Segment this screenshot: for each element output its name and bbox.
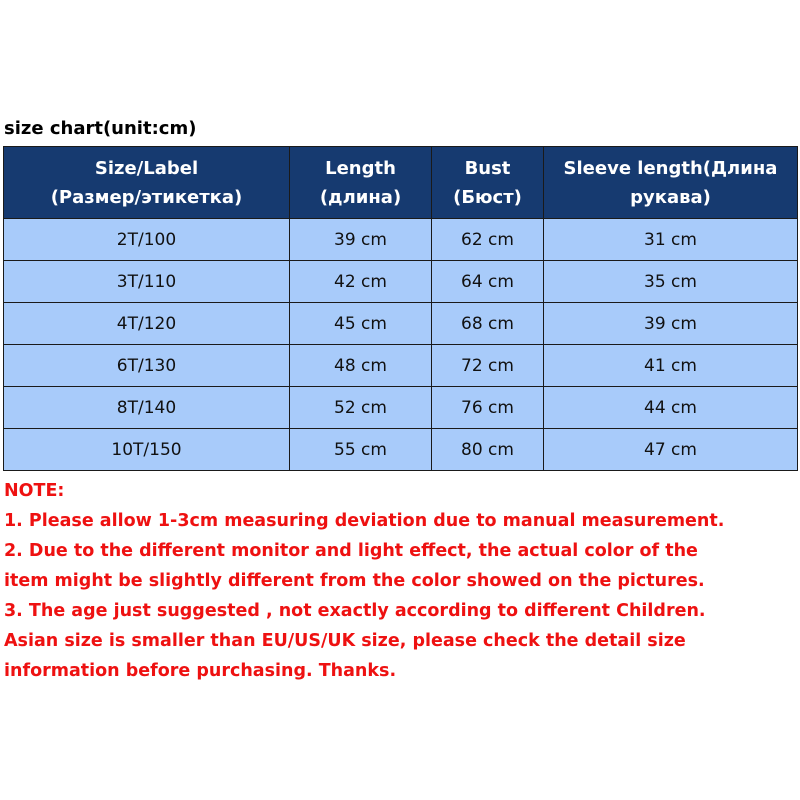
note-line: 1. Please allow 1-3cm measuring deviation due to manual measurement.	[4, 511, 725, 531]
table-cell: 52 cm	[290, 387, 432, 429]
table-cell: 44 cm	[544, 387, 798, 429]
table-cell: 45 cm	[290, 303, 432, 345]
note-line: 3. The age just suggested , not exactly according to different Children.	[4, 601, 706, 621]
table-cell: 55 cm	[290, 429, 432, 471]
table-cell: 64 cm	[432, 261, 544, 303]
header-length	[290, 147, 432, 219]
header-text: Size/Label	[94, 157, 199, 179]
table-cell: 76 cm	[432, 387, 544, 429]
chart-title: size chart(unit:cm)	[4, 118, 197, 139]
table-cell: 80 cm	[432, 429, 544, 471]
table-cell: 68 cm	[432, 303, 544, 345]
table-row	[4, 429, 798, 471]
table-cell: 35 cm	[544, 261, 798, 303]
table-cell: 39 cm	[544, 303, 798, 345]
table-row	[4, 219, 798, 261]
table-row	[4, 261, 798, 303]
header-sleeve-length	[544, 147, 798, 219]
table-cell: 4T/120	[4, 303, 290, 345]
table-row	[4, 387, 798, 429]
header-text: (Размер/этикетка)	[50, 186, 243, 208]
header-text: Length	[325, 157, 396, 179]
header-size-label	[4, 147, 290, 219]
table-cell: 10T/150	[4, 429, 290, 471]
header-text: (длина)	[319, 186, 402, 208]
table-cell: 3T/110	[4, 261, 290, 303]
table-cell: 8T/140	[4, 387, 290, 429]
table-cell: 42 cm	[290, 261, 432, 303]
notes-block	[4, 476, 798, 686]
table-cell: 47 cm	[544, 429, 798, 471]
note-line: Asian size is smaller than EU/US/UK size, please check the detail size	[4, 631, 686, 651]
table-cell: 48 cm	[290, 345, 432, 387]
table-cell: 2T/100	[4, 219, 290, 261]
header-text: Sleeve length(Длина	[563, 157, 778, 179]
header-text: рукава)	[630, 186, 711, 208]
table-cell: 6T/130	[4, 345, 290, 387]
table-header-row	[4, 147, 798, 219]
header-bust	[432, 147, 544, 219]
header-text: Bust	[464, 157, 511, 179]
note-line: item might be slightly different from the color showed on the pictures.	[4, 571, 705, 591]
header-text: (Бюст)	[453, 186, 522, 208]
table-row	[4, 303, 798, 345]
note-line: 2. Due to the different monitor and light effect, the actual color of the	[4, 541, 698, 561]
table-cell: 41 cm	[544, 345, 798, 387]
table-row	[4, 345, 798, 387]
table-cell: 39 cm	[290, 219, 432, 261]
table-cell: 72 cm	[432, 345, 544, 387]
note-heading: NOTE:	[4, 481, 65, 501]
table-cell: 62 cm	[432, 219, 544, 261]
table-cell: 31 cm	[544, 219, 798, 261]
note-line: information before purchasing. Thanks.	[4, 661, 397, 681]
size-chart-table	[3, 146, 798, 471]
